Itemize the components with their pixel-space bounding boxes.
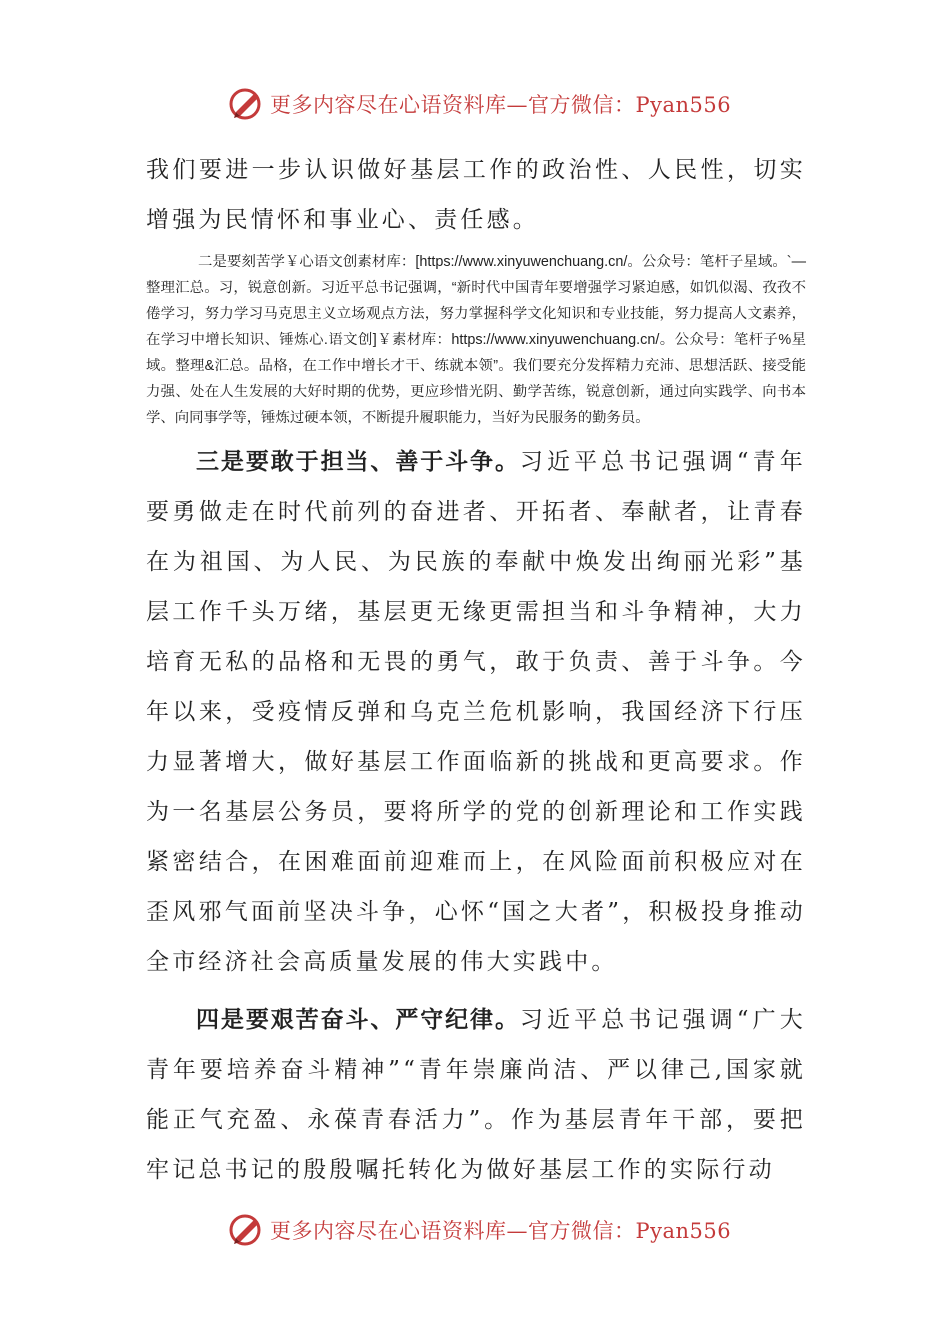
paragraph-3 <box>146 437 806 987</box>
footer-banner-text: 更多内容尽在心语资料库—官方微信：Pyan556 <box>270 1219 732 1243</box>
footer-banner <box>228 1208 748 1252</box>
header-banner-text: 更多内容尽在心语资料库—官方微信：Pyan556 <box>270 93 732 117</box>
pen-logo-icon <box>228 86 264 122</box>
pen-logo-icon <box>228 1212 264 1248</box>
paragraph-3-body: 习近平总书记强调“青年要勇做走在时代前列的奋进者、开拓者、奉献者，让青春在为祖国、为人民、为民族的奉献中焕发出绚丽光彩”基层工作千头万绪，基层更无缘更需担当和斗争精神，大力培育无私的品格和无畏的勇气，敢于负责、善于斗争。今年以来，受疫情反弹和乌克兰危机影响，我国经济下行压力显著增大，做好基层工作面临新的挑战和更高要求。作为一名基层公务员，要将所学的党的创新理论和工作实践紧密结合，在困难面前迎难而上，在风险面前积极应对在歪风邪气面前坚决斗争，心怀“国之大者”，积极投身推动全市经济社会高质量发展的伟大实践中。 <box>146 449 806 975</box>
paragraph-3-heading: 三是要敢于担当、善于斗争。 <box>196 449 520 475</box>
document-body <box>146 145 806 1195</box>
paragraph-4-heading: 四是要艰苦奋斗、严守纪律。 <box>196 1007 520 1033</box>
paragraph-4 <box>146 995 806 1195</box>
paragraph-1: 我们要进一步认识做好基层工作的政治性、人民性，切实增强为民情怀和事业心、责任感。 <box>146 157 806 233</box>
paragraph-4-body: 习近平总书记强调“广大青年要培养奋斗精神”“青年崇廉尚洁、严以律己,国家就能正气充盈、永葆青春活力”。作为基层青年干部，要把牢记总书记的殷殷嘱托转化为做好基层工作的实际行动 <box>146 1007 806 1183</box>
header-banner <box>228 82 748 126</box>
paragraph-2: 二是要刻苦学￥心语文创素材库：[https://www.xinyuwenchuang.cn/。公众号：笔杆子星域。`—整理汇总。习，锐意创新。习近平总书记强调，“新时代中国青年要增强学习紧迫感，如饥似渴、孜孜不倦学习，努力学习马克思主义立场观点方法，努力掌握科学文化知识和专业技能，努力提高人文素养，在学习中增长知识、锤炼心.语文创]￥素材库：https://www.xinyuwenchuang.cn/。公众号：笔杆子%星域。整理&汇总。品格，在工作中增长才干、练就本领”。我们要充分发挥精力充沛、思想活跃、接受能力强、处在人生发展的大好时期的优势，更应珍惜光阴、勤学苦练，锐意创新，通过向实践学、向书本学、向同事学等，锤炼过硬本领，不断提升履职能力，当好为民服务的勤务员。 <box>146 254 806 426</box>
